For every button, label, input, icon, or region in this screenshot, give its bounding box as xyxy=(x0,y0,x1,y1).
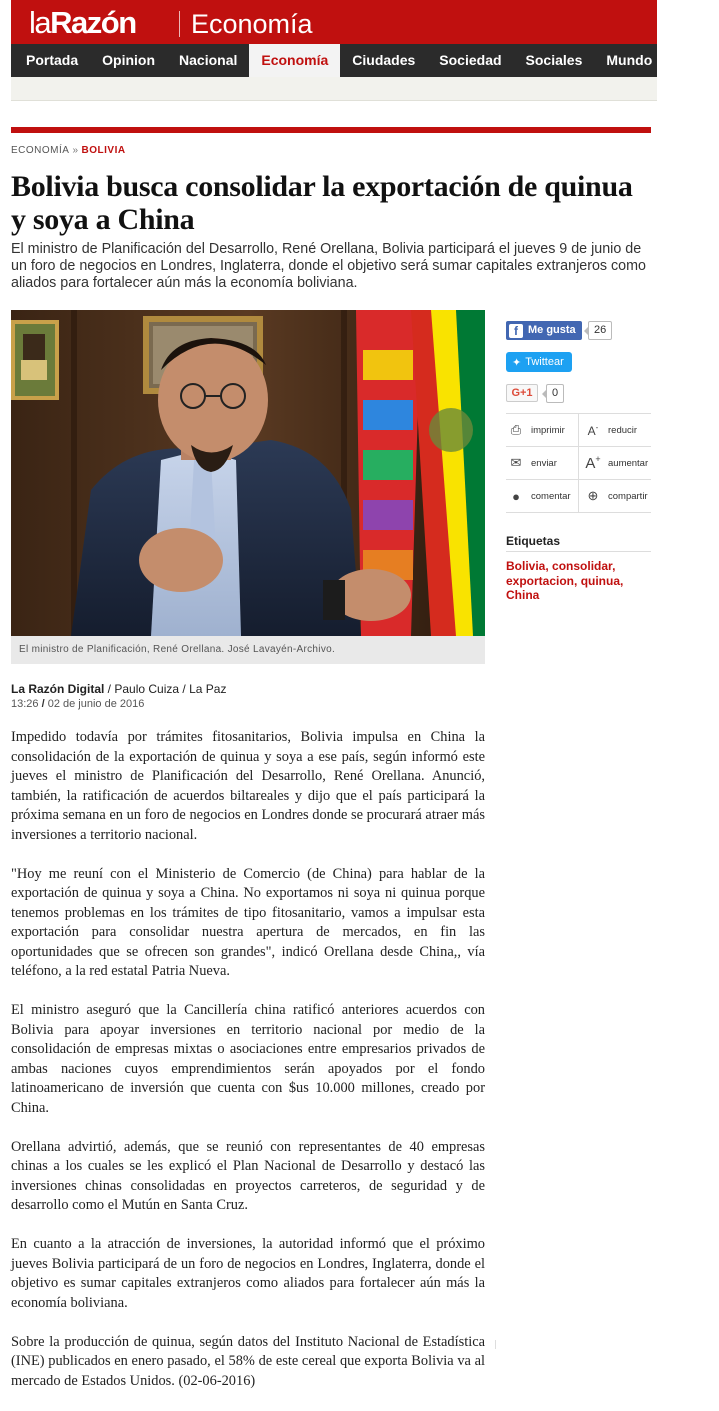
printer-icon: ⎙ xyxy=(510,422,522,437)
nav-item-la-r[interactable]: La R xyxy=(676,52,707,68)
paragraph: "Hoy me reuní con el Ministerio de Comercio (de China) para hablar de la exportación de quinua y soya a China. No exportamos ni soya ni quinua porque tenemos problemas en los trámites de tipo fitosanitario, vamos a impulsar esta exportación para consolidar nuestra apertura de mercados, en fin las oportunidades que se ofrecen son grandes", indicó Orellana desde China,, vía teléfono, a la red estatal Patria Nueva. xyxy=(11,865,485,979)
tag-link[interactable]: consolidar xyxy=(552,559,613,573)
photo-caption: El ministro de Planificación, René Orellana. José Lavayén-Archivo. xyxy=(11,636,485,664)
font-reduce-icon: A- xyxy=(587,422,599,438)
comment-label: comentar xyxy=(531,490,571,502)
share-plus-icon: ⊕ xyxy=(587,488,599,503)
tag-link[interactable]: Bolivia xyxy=(506,559,546,573)
font-reduce-glyph: A xyxy=(587,423,596,438)
paragraph: El ministro aseguró que la Cancillería china ratificó anteriores acuerdos con Bolivia para apoyar inversiones en territorio nacional por medio de la consolidación de empresas mixtas o asociaciones entre empresarios privados de ambas naciones cuyos emprendimientos serán apoyados por el fondo latinoamericano de inversión que cuenta con $us 10.000 millones, creado por China. xyxy=(11,1002,485,1116)
dateline-separator: / xyxy=(41,698,45,710)
print-label: imprimir xyxy=(531,424,565,436)
paragraph: Sobre la producción de quinua, según datos del Instituto Nacional de Estadística (INE) publicados en enero pasado, el 58% de este cereal que exporta Bolivia va al mercado de Estados Unidos. (02-06-2016) xyxy=(11,1333,485,1389)
main-nav xyxy=(11,44,707,77)
speech-bubble-icon: ● xyxy=(512,488,520,504)
article-summary: El ministro de Planificación del Desarrollo, René Orellana, Bolivia participará el jueves 9 de junio de un foro de negocios en Londres, Inglaterra, donde el objetivo será sumar capitales extranjeros como aliados para fortalecer aún más la economía boliviana. xyxy=(11,241,646,291)
sub-nav-bar xyxy=(11,77,657,101)
share-button[interactable] xyxy=(578,480,650,512)
byline-location: La Paz xyxy=(189,682,227,696)
nav-item-mundo[interactable]: Mundo xyxy=(606,52,653,68)
breadcrumb-section[interactable]: ECONOMÍA xyxy=(11,145,70,156)
paragraph: Impedido todavía por trámites fitosanitarios, Bolivia impulsa en China la consolidación de la exportación de quinua y soya a ese país, según informó este jueves el ministro de Planificación del Desarrollo, René Orellana. Anunció, también, la ratificación de acuerdos biltareales y dijo que el país participará la próxima semana en un foro de negocios en Londres donde se procurará atraer más inversiones a territorio nacional. xyxy=(11,729,485,843)
facebook-icon: f xyxy=(509,324,523,338)
nav-item-sociales[interactable]: Sociales xyxy=(525,52,583,68)
google-plus-button[interactable]: G+1 xyxy=(506,384,538,402)
dateline xyxy=(11,698,144,710)
section-title: Economía xyxy=(191,9,313,39)
minister-photo-illustration xyxy=(11,310,485,636)
enlarge-text-button[interactable] xyxy=(578,447,650,479)
logo-divider xyxy=(179,11,180,37)
breadcrumb-topic[interactable]: BOLIVIA xyxy=(81,145,126,156)
tool-row xyxy=(506,414,651,447)
reduce-label: reducir xyxy=(608,424,638,436)
nav-item-nacional[interactable]: Nacional xyxy=(179,52,238,68)
tag-link[interactable]: exportacion xyxy=(506,573,575,588)
twitter-tweet-button[interactable] xyxy=(506,352,572,372)
article-photo xyxy=(11,310,485,636)
font-enlarge-icon: A+ xyxy=(585,454,601,472)
logo-la: la xyxy=(29,5,51,40)
tags-divider xyxy=(506,551,651,552)
breadcrumb-separator-icon: » xyxy=(72,145,79,156)
envelope-icon: ✉ xyxy=(510,455,522,470)
tag-link[interactable]: China xyxy=(506,588,540,602)
twitter-bird-icon: ✦ xyxy=(512,356,522,369)
facebook-like-count: 26 xyxy=(588,321,612,340)
byline: La Razón Digital / Paulo Cuiza / La Paz xyxy=(11,682,227,696)
byline-author: Paulo Cuiza xyxy=(114,682,180,696)
article-headline: Bolivia busca consolidar la exportación de quinua y soya a China xyxy=(11,170,633,236)
nav-item-opinion[interactable]: Opinion xyxy=(102,52,156,68)
paragraph: Orellana advirtió, además, que se reunió con representantes de 40 empresas chinas a los cuales se les explicó el Plan Nacional de Desarrollo y destacó las inversiones chinas consolidadas en proyectos carreteros, de seguridad y de desarrollo como el Mutún en Santa Cruz. xyxy=(11,1138,485,1213)
reduce-text-button[interactable] xyxy=(578,414,650,446)
tags-title: Etiquetas xyxy=(506,534,561,548)
tool-row xyxy=(506,447,651,480)
email-button[interactable] xyxy=(506,447,578,479)
nav-item-portada[interactable]: Portada xyxy=(26,52,79,68)
masthead xyxy=(11,0,657,44)
publish-date: 02 de junio de 2016 xyxy=(47,698,145,710)
section-rule xyxy=(11,127,651,133)
facebook-like-label: Me gusta xyxy=(528,324,576,336)
twitter-tweet-label: Twittear xyxy=(525,356,564,368)
breadcrumb xyxy=(11,145,126,156)
enlarge-label: aumentar xyxy=(608,457,649,469)
nav-item-sociedad[interactable]: Sociedad xyxy=(439,52,502,68)
publish-time: 13:26 xyxy=(11,698,39,710)
email-label: enviar xyxy=(531,457,557,469)
print-button[interactable] xyxy=(506,414,578,446)
article-tools xyxy=(506,413,651,513)
nav-item-ciudades[interactable]: Ciudades xyxy=(352,52,416,68)
column-divider xyxy=(495,1340,496,1349)
logo-razon: Razón xyxy=(50,5,136,40)
font-enlarge-glyph: A xyxy=(585,455,596,472)
tags-list: Bolivia, consolidar, exportacion, quinua, China xyxy=(506,559,624,602)
site-logo[interactable] xyxy=(29,5,136,41)
share-label: compartir xyxy=(608,490,648,502)
byline-source[interactable]: La Razón Digital xyxy=(11,682,105,696)
tag-link[interactable]: quinua xyxy=(580,573,621,588)
tool-row xyxy=(506,480,651,513)
comment-button[interactable] xyxy=(506,480,578,512)
paragraph: En cuanto a la atracción de inversiones, la autoridad informó que el próximo jueves Bolivia participará de un foro de negocios en Londres, Inglaterra, donde el objetivo es sumar capitales extranjeros como aliados para fortalecer aún más la economía boliviana. xyxy=(11,1236,485,1311)
facebook-like-button[interactable] xyxy=(506,321,582,340)
article-body xyxy=(11,728,485,1411)
google-plus-count: 0 xyxy=(546,384,564,403)
nav-item-economia[interactable]: Economía xyxy=(249,44,340,77)
